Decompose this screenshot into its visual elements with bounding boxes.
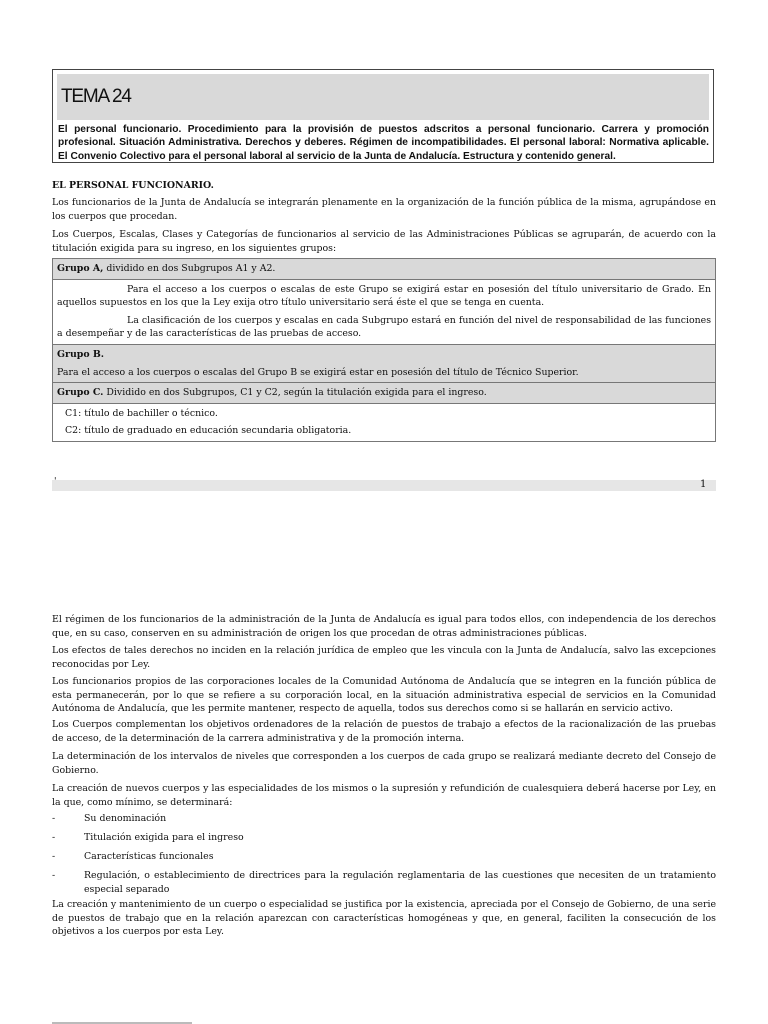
group-c-label: Grupo C. [57,387,104,399]
list-item: - Su denominación [52,813,167,824]
page-number: 1 [700,479,707,490]
group-b-text: Para el acceso a los cuerpos o escalas del Grupo B se exigirá estar en posesión del título de Técnico Superior. [57,366,579,378]
group-c2: C2: título de graduado en educación secundaria obligatoria. [65,425,352,437]
list-dash: - [52,870,56,882]
topic-header-box [52,69,714,163]
list-dash: - [52,851,56,863]
list-dash: - [52,813,56,824]
group-a-header [53,259,715,280]
group-a-text: dividido en dos Subgrupos A1 y A2. [103,263,276,274]
list-item: - Regulación, o establecimiento de directrices para la regulación reglamentaria de las cuestiones que necesiten de un tratamiento especial separado [52,870,716,895]
list-dash: - [52,832,56,844]
groups-table [52,258,716,442]
paragraph: Los funcionarios propios de las corporaciones locales de la Comunidad Autónoma de Andalucía que se integren en la función pública de esta permanecerán, por lo que se refiere a su corporación local, en la situación administrativa especial de servicios en la Comunidad Autónoma de Andalucía, que les permite mantener, respecto de aquella, todos sus derechos como si se hallarán en servicio activo. [52,676,716,715]
group-a-classification: La clasificación de los cuerpos y escalas en cada Subgrupo estará en función del nivel de responsabilidad de las funciones a desempeñar y de las características de las pruebas de acceso. [57,314,711,340]
paragraph: La creación y mantenimiento de un cuerpo o especialidad se justifica por la existencia, apreciada por el Consejo de Gobierno, de una serie de puestos de trabajo que en la relación aparezcan con características homogéneas y que, en general, faciliten la consecución de los objetivos a los cuerpos por esta Ley. [52,899,716,938]
topic-subtitle: El personal funcionario. Procedimiento para la provisión de puestos adscritos a personal funcionario. Carrera y promoción profesional. Situación Administrativa. Derechos y deberes. Régimen de incompatibilidades. El personal laboral: Normativa aplicable. El Convenio Colectivo para el personal laboral al servicio de la Junta de Andalucía. Estructura y contenido general. [58,124,709,162]
determination-list [52,812,716,902]
group-a-details [53,280,715,345]
page-footer-bar [52,480,716,491]
paragraph: Los Cuerpos, Escalas, Clases y Categorías de funcionarios al servicio de las Administraciones Públicas se agruparán, de acuerdo con la titulación exigida para su ingreso, en los siguientes grupos: [52,229,716,254]
paragraph: El régimen de los funcionarios de la administración de la Junta de Andalucía es igual para todos ellos, con independencia de los derechos que, en su caso, conserven en su administración de origen los que procedan de otras administraciones públicas. [52,614,716,639]
group-a-requirement: Para el acceso a los cuerpos o escalas de este Grupo se exigirá estar en posesión del título universitario de Grado. En aquellos supuestos en los que la Ley exija otro título universitario será éste el que se tenga en cuenta. [57,283,711,309]
next-page-edge [52,1019,716,1024]
group-c-header [53,383,715,404]
topic-title: TEMA 24 [57,74,709,120]
list-item: - Características funcionales [52,851,214,863]
group-a-label: Grupo A, [57,263,104,274]
footer-mark: ' [54,477,57,487]
paragraph: Los efectos de tales derechos no inciden en la relación jurídica de empleo que les vincula con la Junta de Andalucía, salvo las excepciones reconocidas por Ley. [52,645,716,670]
section-heading: EL PERSONAL FUNCIONARIO. [52,180,214,191]
list-item: - Titulación exigida para el ingreso [52,832,244,844]
paragraph: Los funcionarios de la Junta de Andalucía se integrarán plenamente en la organización de la función pública de la misma, agrupándose en los cuerpos que procedan. [52,197,716,222]
group-c1: C1: título de bachiller o técnico. [65,407,218,419]
group-c-text: Dividido en dos Subgrupos, C1 y C2, según la titulación exigida para el ingreso. [103,387,487,399]
group-b-label: Grupo B. [57,348,105,360]
group-c-details [53,404,715,441]
paragraph: La determinación de los intervalos de niveles que corresponden a los cuerpos de cada grupo se realizará mediante decreto del Consejo de Gobierno. [52,751,716,776]
paragraph: Los Cuerpos complementan los objetivos ordenadores de la relación de puestos de trabajo a efectos de la racionalización de las pruebas de acceso, de la determinación de la carrera administrativa y de la promoción interna. [52,719,716,744]
group-b [53,345,715,383]
paragraph: La creación de nuevos cuerpos y las especialidades de los mismos o la supresión y refundición de cualesquiera deberá hacerse por Ley, en la que, como mínimo, se determinará: [52,783,716,808]
